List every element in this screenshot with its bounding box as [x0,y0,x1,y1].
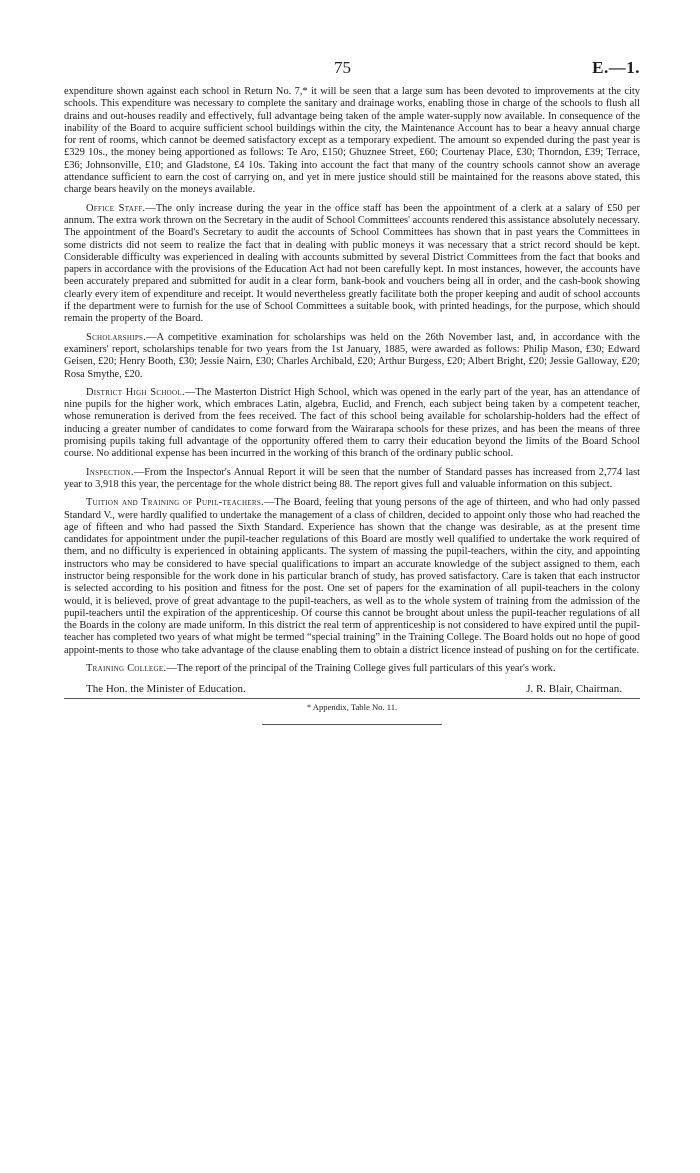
section-heading-office-staff: Office Staff. [86,202,146,214]
page-reference: E.—1. [592,58,640,77]
paragraph-scholarships [64,332,640,381]
footnote: * Appendix, Table No. 11. [306,702,398,713]
signature-row [64,683,640,695]
paragraph-text: —The Board, feeling that young persons of the age of thirteen, and who had only passed Standard V., were hardly qualified to undertake the management of a class of children, decided to appoint only those who had reached the age of fifteen and who had passed the Sixth Standard. Experience has shown that the change was desirable, as at the present time candidates for appointment under the pupil-teacher regulations of this Board are mostly well qualified to undertake the work required of them, and no difficulty is experienced in obtaining applicants. The system of massing the pupil-teachers, within the city, and appointing instructors who may be considered to have special qualifications to impart an accurate knowledge of the subject assigned to them, each instructor being responsible for the work done in his particular branch of study, has proved satisfactory. Care is taken that each instructor is selected according to his position and fitness for the post. One set of papers for the examination of all pupil-teachers in the colony would, it is believed, prove of great advantage to the pupil-teachers, as well as to the whole system of training from the admission of the pupil-teachers until the expiration of the apprenticeship. Of course this cannot be brought about unless the pupil-teacher regulations of all the Boards in the colony are made uniform. In this district the real term of apprenticeship is not considered to have expired until the pupil-teacher has completed two years of what might be termed “special training” in the Training College. The Board holds out no hope of good appoint-ments to those who take advantage of the clause enabling them to obtain a district licence instead of pushing on for the certificate. [64,497,640,656]
footnote-divider [64,698,640,699]
paragraph-text: —A competitive examination for scholarships was held on the 26th November last, and, in accordance with the examiners' report, scholarships tenable for two years from the 1st January, 1885, were awarded as follows: Philip Mason, £30; Edward Geisen, £20; Henry Booth, £30; Jessie Nairn, £30; Charles Archibald, £20; Arthur Burgess, £20; Albert Bright, £20; Jessie Galloway, £20; Rosa Smythe, £20. [64,331,640,380]
paragraph-expenditure [64,86,640,197]
paragraph-text: —The report of the principal of the Training College gives full particulars of this year's work. [166,663,556,675]
paragraph-text: expenditure shown against each school in Return No. 7,* it will be seen that a large sum has been devoted to improvements at the city schools. This expenditure was necessary to complete the sanitary and drainage works, enabling those in charge of the schools to flush all drains and out-houses readily and effectively, full advantage being taken of the ample water-supply now available. In consequence of the inability of the Board to acquire sufficient school buildings within the city, the Maintenance Account has to bear a heavy annual charge for rent of rooms, which cannot be deemed satisfactory except as a temporary expedient. The amount so expended during the past year is £329 10s., the money being apportioned as follows: Te Aro, £150; Ghuznee Street, £60; Courtenay Place, £30; Thorndon, £39; Terrace, £36; Johnsonville, £10; and Gladstone, £4 10s. Taking into account the fact that many of the country schools cannot show an average attendance sufficient to earn the cost of carrying on, and yet in mere justice should still be maintained for the reasons above stated, this charge bears heavily on the moneys available. [64,86,640,196]
paragraph-office-staff [64,203,640,326]
end-rule [262,724,442,725]
paragraph-district-high-school [64,387,640,461]
section-heading-inspection: Inspection. [86,466,134,478]
signatory: J. R. Blair, Chairman. [526,683,622,696]
paragraph-pupil-teachers [64,497,640,657]
section-heading-district-high-school: District High School. [86,386,185,398]
paragraph-text: —The Masterton District High School, which was opened in the early part of the year, has an attendance of nine pupils for the higher work, which embraces Latin, algebra, Euclid, and French, each subject being taken by a competent teacher, whose remuneration is derived from the fees received. The fact of this school being available for scholarship-holders had the effect of inducing a greater number of candidates to come forward from the Wairarapa schools for these prizes, and has been the means of three promising pupils taking full advantage of the opportunity offered them to carry their education beyond the limits of the Board School course. No additional expense has been incurred in the working of this branch of the ordinary public school. [64,386,640,460]
addressee: The Hon. the Minister of Education. [86,683,246,696]
paragraph-text: —The only increase during the year in the office staff has been the appointment of a clerk at a salary of £50 per annum. The extra work thrown on the Secretary in the audit of School Committees' accounts rendered this assistance absolutely necessary. The appointment of the Board's Secretary to audit the accounts of School Committees has shown that in past years the Committees in some districts did not seem to realize the fact that in dealing with public moneys it was necessary that a strict record should be kept. Considerable difficulty was experienced in dealing with accounts submitted by several District Committees from the fact that books and papers in accordance with the provisions of the Education Act had not been carefully kept. In most instances, however, the accounts have been accurately prepared and submitted for audit in a clear form, bank-book and vouchers being all in order, and the cash-book showing clearly every item of expenditure and receipt. It would nevertheless greatly facilitate both the proper keeping and audit of school accounts if the department were to furnish for the use of School Committees a suitable book, with printed headings, for the purpose, which should remain the property of the Board. [64,202,641,325]
page-header [64,58,640,86]
body-text [64,86,640,675]
paragraph-training-college [64,663,640,675]
section-heading-pupil-teachers: Tuition and Training of Pupil-teachers. [86,497,264,509]
page-number: 75 [334,58,351,77]
paragraph-inspection [64,467,640,492]
document-page [64,58,640,725]
section-heading-scholarships: Scholarships. [86,331,147,343]
paragraph-text: —From the Inspector's Annual Report it will be seen that the number of Standard passes has increased from 2,774 last year to 3,918 this year, the percentage for the whole district being 88. The report gives full and valuable information on this subject. [64,466,640,490]
section-heading-training-college: Training College. [86,663,167,675]
